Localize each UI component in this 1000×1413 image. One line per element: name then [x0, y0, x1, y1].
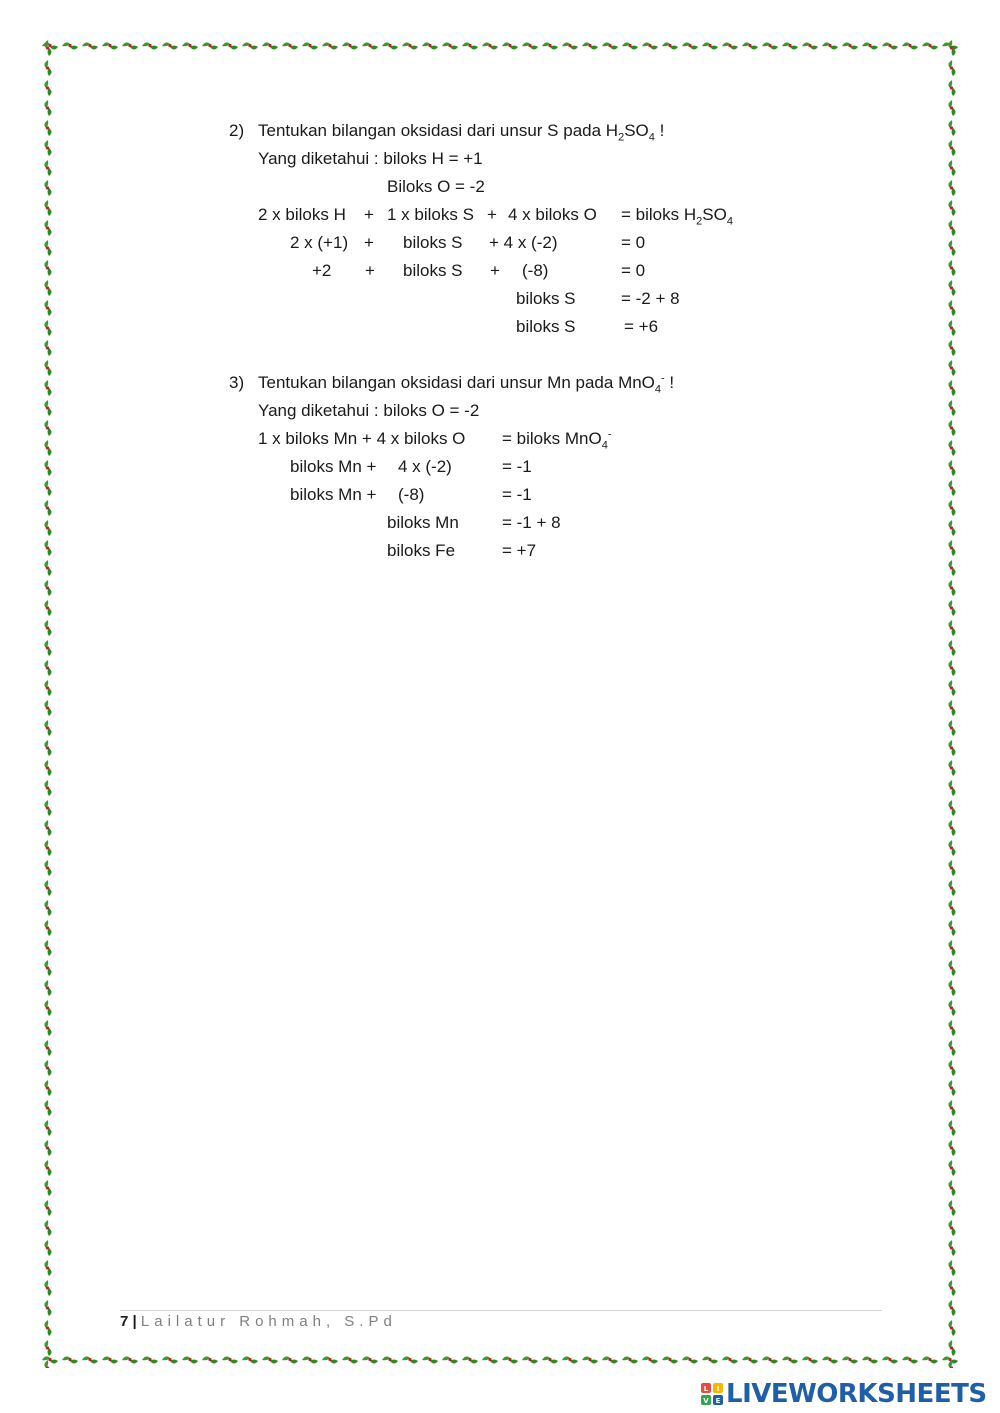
page-footer [120, 1312, 397, 1332]
liveworksheets-brand [700, 1378, 987, 1410]
p3-eq2-term-o: 4 x (-2) [398, 457, 452, 476]
p2-eq3-result: = 0 [621, 261, 646, 280]
p2-eq4-result: = -2 + 8 [621, 289, 680, 308]
p2-eq2-term-o: + 4 x (-2) [489, 233, 558, 252]
problem-3-known-o: Yang diketahui : biloks O = -2 [258, 401, 480, 420]
p3-eq5-result: = +7 [502, 541, 537, 560]
p3-eq1-result: = biloks MnO$_4$- [502, 428, 612, 452]
holly-border-top [40, 38, 960, 54]
p2-eq2-term-s: biloks S [403, 233, 463, 252]
p3-eq4-label: biloks Mn [387, 513, 459, 532]
p2-eq5-result: = +6 [624, 317, 659, 336]
holly-border-left [40, 38, 56, 1368]
p2-eq3-term-h: +2 [312, 261, 332, 280]
p2-eq5-label: biloks S [516, 317, 576, 336]
footer-author: Lailatur Rohmah, S.Pd [140, 1313, 397, 1330]
problem-2-known-h: Yang diketahui : biloks H = +1 [258, 149, 483, 168]
svg-text:V: V [703, 1397, 709, 1405]
problem-3-question: Tentukan bilangan oksidasi dari unsur Mn pada MnO$_4$- ! [258, 372, 675, 396]
p2-eq3-term-s: biloks S [403, 261, 463, 280]
p2-eq2-plus: + [364, 233, 374, 252]
p3-eq2-term-mn: biloks Mn + [290, 457, 377, 476]
p2-eq1-plus: + [364, 205, 374, 224]
page-number: 7 [120, 1313, 129, 1330]
p2-eq1-term-o: 4 x biloks O [508, 205, 597, 224]
p3-eq1-left: 1 x biloks Mn + 4 x biloks O [258, 429, 466, 448]
p2-eq1-term-h: 2 x biloks H [258, 205, 346, 224]
p2-eq1-plus: + [487, 205, 497, 224]
problem-2-number: 2) [229, 121, 245, 140]
holly-border-right [944, 38, 960, 1368]
p3-eq3-result: = -1 [502, 485, 532, 504]
p2-eq3-plus: + [365, 261, 375, 280]
p2-eq3-term-o: (-8) [522, 261, 549, 280]
footer-separator: | [128, 1313, 141, 1330]
p2-eq2-result: = 0 [621, 233, 646, 252]
svg-text:E: E [715, 1397, 721, 1405]
p2-eq1-term-s: 1 x biloks S [387, 205, 474, 224]
svg-text:I: I [716, 1385, 720, 1393]
p3-eq5-label: biloks Fe [387, 541, 456, 560]
p2-eq4-label: biloks S [516, 289, 576, 308]
p3-eq2-result: = -1 [502, 457, 532, 476]
p2-eq3-plus: + [490, 261, 500, 280]
liveworksheets-logo-icon [700, 1382, 724, 1406]
footer-divider [120, 1310, 882, 1311]
problem-2-question: Tentukan bilangan oksidasi dari unsur S pada $H_2SO_4$ ! [258, 121, 665, 144]
svg-text:L: L [703, 1385, 709, 1393]
problem-2-known-o: Biloks O = -2 [387, 177, 485, 196]
p3-eq3-term-o: (-8) [398, 485, 425, 504]
p3-eq4-result: = -1 + 8 [502, 513, 561, 532]
p2-eq1-result: = biloks $H_2SO_4$ [621, 205, 733, 228]
p3-eq3-term-mn: biloks Mn + [290, 485, 377, 504]
holly-border-bottom [40, 1352, 960, 1368]
problem-3-number: 3) [229, 373, 245, 392]
p2-eq2-term-h: 2 x (+1) [290, 233, 349, 252]
liveworksheets-wordmark: LIVEWORKSHEETS [726, 1379, 987, 1409]
